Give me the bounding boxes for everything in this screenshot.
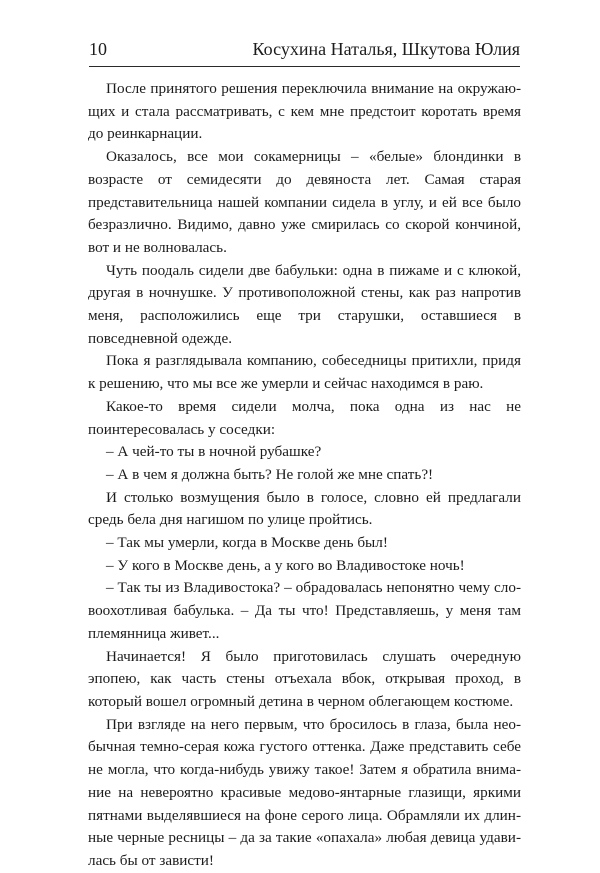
paragraph: После принятого решения переключила внимание на окружающих и стала рассматривать, с кем мне предстоит коротать время до реинкарнации. xyxy=(88,80,521,143)
dialogue-line: – Так мы умерли, когда в Москве день был! xyxy=(106,534,388,552)
dialogue-line: – Так ты из Владивостока? – обрадовалась непонятно чему словоохотливая бабулька. – Да ты что! Представляешь, у меня там племянница живет... xyxy=(88,579,521,642)
page-header xyxy=(89,38,520,60)
body-text xyxy=(88,78,521,873)
paragraph: При взгляде на него первым, что бросилось в глаза, была необычная темно-серая кожа густого оттенка. Даже представить себе не могла, что когда-нибудь увижу такое! Затем я обратила внимание на невероятно красивые медово-янтарные глазищи, яркими пятнами выделявшиеся на фоне серого лица. Обрамляли их длинные черные ресницы – да за такие «опахала» любая девица удавилась бы от зависти! xyxy=(88,715,521,869)
paragraph: Какое-то время сидели молча, пока одна из нас не поинтересовалась у соседки: xyxy=(88,397,521,438)
dialogue-line: – А чей-то ты в ночной рубашке? xyxy=(106,443,322,461)
page-number: 10 xyxy=(89,39,107,59)
paragraph: Чуть поодаль сидели две бабульки: одна в пижаме и с клюкой, другая в ночнушке. У противоположной стены, как раз напротив меня, расположились еще три старушки, оставшиеся в повседневной одежде. xyxy=(88,261,521,347)
dialogue-line: – У кого в Москве день, а у кого во Владивостоке ночь! xyxy=(106,556,465,574)
paragraph: Начинается! Я было приготовилась слушать очередную эпопею, как часть стены отъехала вбок, открывая проход, в который вошел огромный детина в черном облегающем костюме. xyxy=(88,647,521,710)
dialogue-line: – А в чем я должна быть? Не голой же мне спать?! xyxy=(106,465,434,483)
paragraph: И столько возмущения было в голосе, словно ей предлагали средь бела дня нагишом по улице пройтись. xyxy=(88,488,521,529)
running-title: Косухина Наталья, Шкутова Юлия xyxy=(252,39,520,59)
header-rule xyxy=(89,66,520,67)
paragraph: Пока я разглядывала компанию, собеседницы притихли, придя к решению, что мы все же умерли и сейчас находимся в раю. xyxy=(88,352,521,393)
paragraph: Оказалось, все мои сокамерницы – «белые» блондинки в возрасте от семидесяти до девяноста лет. Самая старая представительница нашей компании сидела в углу, и ей все было безразлично. Видимо, давно уже смирилась со скорой кончиной, вот и не волновалась. xyxy=(88,148,521,256)
